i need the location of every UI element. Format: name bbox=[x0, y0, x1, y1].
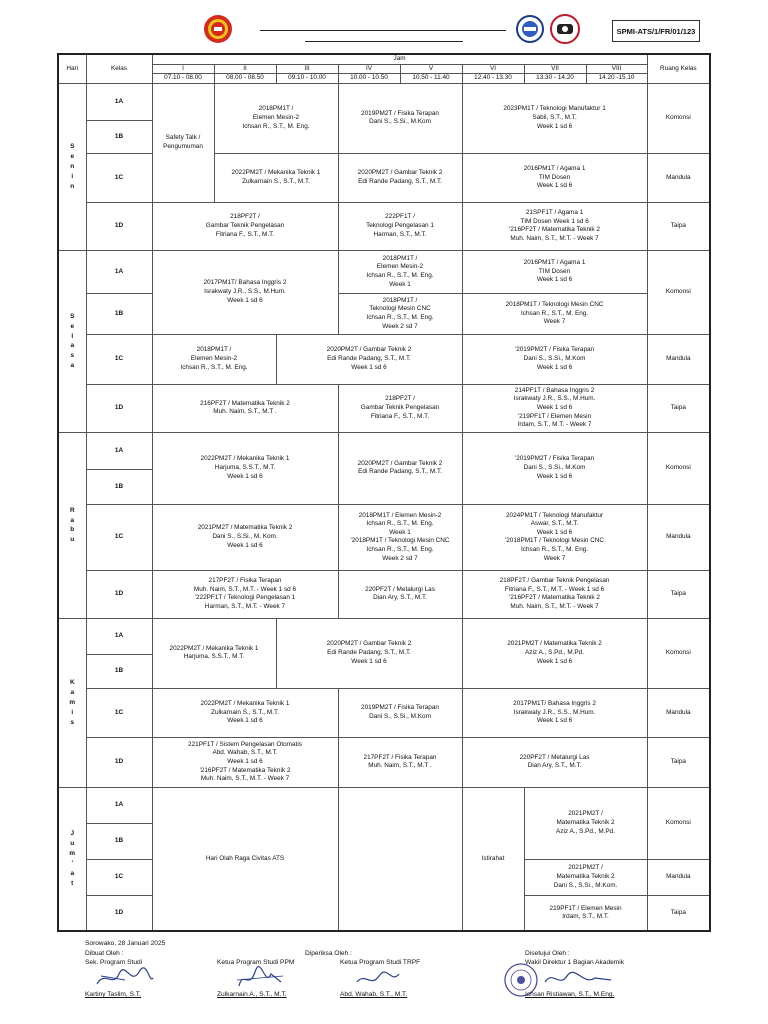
cell-line: Dian Ary, S.T., M.T. bbox=[527, 762, 582, 770]
signature-wahab bbox=[353, 966, 403, 990]
cell-line: 2018PM1T / bbox=[196, 346, 232, 354]
day-label-jumat bbox=[58, 787, 86, 931]
class-label: 1B bbox=[86, 120, 152, 153]
cell-line: Muh. Naim, S.T., M.T . bbox=[213, 408, 277, 416]
cell-line: Dian Ary, S.T., M.T. bbox=[373, 594, 427, 602]
cell-line: Ichsan R., S.T., M. Eng. bbox=[366, 520, 434, 528]
cell-line: 2024PM1T / Teknologi Manufaktur bbox=[505, 511, 604, 519]
schedule-cell bbox=[276, 618, 462, 688]
cell-line: '2019PM2T / Fisika Terapan bbox=[514, 455, 595, 463]
cell-line: Harjuma, S.S.T., M.T. bbox=[183, 653, 245, 661]
schedule-cell bbox=[338, 737, 462, 787]
class-label: 1D bbox=[86, 895, 152, 931]
cell-line: '2019PM2T / Fisika Terapan bbox=[514, 346, 595, 354]
cell-line: Muh. Naim, S.T., M.T . bbox=[368, 762, 432, 770]
cell-line: 2021PM2T / Matematika Teknik 2 bbox=[197, 524, 293, 532]
signature-footer bbox=[85, 940, 705, 1020]
cell-line: Week 1 sd 6 bbox=[536, 657, 573, 665]
cell-line: Gambar Teknik Pengelasan bbox=[360, 404, 440, 412]
schedule-cell bbox=[462, 334, 647, 384]
class-label: 1C bbox=[86, 504, 152, 570]
class-label: 1B bbox=[86, 823, 152, 859]
time-header: 07.10 - 08.00 bbox=[152, 74, 214, 84]
schedule-cell bbox=[338, 202, 462, 250]
room-cell: Mandula bbox=[647, 153, 710, 202]
cell-line: Pengumuman bbox=[163, 142, 203, 150]
cell-line: Irdam, S.T., M.T. - Week 7 bbox=[517, 421, 592, 429]
time-header: 10.50 - 11.40 bbox=[400, 74, 462, 84]
cell-line: 2020PM2T / Gambar Teknik 2 bbox=[326, 640, 412, 648]
day-label-rabu bbox=[58, 432, 86, 618]
cell-line: Week 1 sd 6 bbox=[227, 758, 263, 766]
time-header: 10.00 - 10.50 bbox=[338, 74, 400, 84]
header-kelas: Kelas bbox=[86, 54, 152, 83]
cell-line: Israkwaty J.R., S.S., M.Hum. bbox=[204, 288, 286, 296]
cell-line: 220PF2T / Metalurgi Las bbox=[519, 753, 590, 761]
day-letter: ' bbox=[71, 860, 74, 868]
room-cell: Komonsi bbox=[647, 787, 710, 859]
day-letter: s bbox=[70, 718, 75, 726]
cell-line: 217PF2T / Fisika Terapan bbox=[208, 577, 282, 585]
schedule-cell bbox=[462, 570, 647, 618]
schedule-cell bbox=[462, 618, 647, 688]
cell-line: Week 1 sd 6 bbox=[536, 472, 573, 480]
day-label-senin bbox=[58, 83, 86, 250]
cell-line: '216PF2T / Matematika Teknik 2 bbox=[199, 766, 291, 774]
time-header: 12.40 - 13.30 bbox=[462, 74, 524, 84]
document-number: SPMI-ATS/1/FR/01/123 bbox=[612, 20, 700, 42]
schedule-cell bbox=[462, 293, 647, 334]
schedule-cell-empty bbox=[338, 787, 462, 931]
cell-line: '216PF2T / Matematika Teknik 2 bbox=[509, 594, 600, 602]
schedule-cell bbox=[276, 334, 462, 384]
room-cell: Mandula bbox=[647, 334, 710, 384]
schedule-cell bbox=[462, 153, 647, 202]
cell-line: Elemen Mesin-2 bbox=[190, 355, 238, 363]
cell-line: Aziz A., S.Pd., M.Pd. bbox=[556, 827, 616, 835]
cell-line: Week 1 bbox=[389, 280, 411, 288]
cell-line: Week 1 sd 6 bbox=[227, 296, 263, 304]
cell-line: Week 1 bbox=[389, 528, 411, 536]
schedule-cell bbox=[462, 504, 647, 570]
cell-line: Week 1 sd 6 bbox=[351, 657, 387, 665]
cell-line: 2022PM2T / Mekanika Teknik 1 bbox=[169, 644, 259, 652]
schedule-cell bbox=[338, 83, 462, 153]
schedule-cell-olahraga: Hari Olah Raga Civitas ATS bbox=[152, 787, 338, 931]
schedule-cell bbox=[462, 83, 647, 153]
cell-line: 2019PM2T / Fisika Terapan bbox=[361, 704, 439, 712]
checked-by-name-ppm: Zulkarnain A., S.T., M.T. bbox=[217, 991, 287, 998]
schedule-cell bbox=[338, 688, 462, 737]
room-cell: Taipa bbox=[647, 570, 710, 618]
cell-line: Edi Rande Padang, S.T., M.T. bbox=[358, 177, 442, 185]
period-header: III bbox=[276, 64, 338, 74]
cell-line: Sabil, S.T., M.T. bbox=[532, 114, 577, 122]
room-cell: Mandula bbox=[647, 504, 710, 570]
signature-zulkarnain bbox=[235, 966, 285, 990]
cell-line: Week 1 sd 6 bbox=[536, 404, 573, 412]
cell-line: '2018PM1T / Teknologi Mesin CNC bbox=[350, 537, 450, 545]
title-line-2 bbox=[305, 41, 463, 42]
class-label: 1D bbox=[86, 384, 152, 432]
cell-line: Fitriana F., S.T., M.T. - Week 1 sd 6 bbox=[504, 585, 605, 593]
cell-line: 2021PM2T / bbox=[568, 864, 603, 872]
day-letter: b bbox=[70, 526, 75, 534]
cell-line: Zulkarnain S., S.T., M.T. bbox=[242, 177, 310, 185]
class-label: 1D bbox=[86, 202, 152, 250]
cell-line: Safety Talk / bbox=[165, 134, 201, 142]
cell-line: 2016PM1T / Agama 1 bbox=[523, 164, 586, 172]
day-letter: a bbox=[70, 870, 75, 878]
class-label: 1C bbox=[86, 334, 152, 384]
cell-line: Fitriana F., S.T., M.T. bbox=[370, 412, 430, 420]
day-letter: a bbox=[70, 689, 75, 697]
cell-line: Dani S., S.Si., M.Kom bbox=[523, 355, 586, 363]
schedule-cell bbox=[214, 83, 338, 153]
room-cell: Taipa bbox=[647, 737, 710, 787]
class-label: 1D bbox=[86, 570, 152, 618]
schedule-cell bbox=[152, 737, 338, 787]
cell-line: Week 1 sd 6 bbox=[227, 472, 263, 480]
cell-line: 214PF1T / Bahasa Inggris 2 bbox=[514, 386, 595, 394]
schedule-cell bbox=[462, 384, 647, 432]
period-header: IV bbox=[338, 64, 400, 74]
schedule-cell bbox=[338, 250, 462, 293]
cell-line: 2018PM1T / Teknologi Mesin CNC bbox=[505, 300, 604, 308]
schedule-cell bbox=[152, 250, 338, 334]
checked-by-role-ppm: Ketua Program Studi PPM bbox=[217, 959, 295, 966]
period-header: I bbox=[152, 64, 214, 74]
schedule-cell-istirahat: Istirahat bbox=[462, 787, 524, 931]
schedule-cell bbox=[152, 570, 338, 618]
cell-line: 2022PM2T / Mekanika Teknik 1 bbox=[200, 455, 290, 463]
cell-line: Muh. Naim, S.T., M.T. - Week 7 bbox=[510, 235, 599, 243]
cell-line: Edi Rande Padang, S.T., M.T. bbox=[358, 468, 442, 476]
schedule-table bbox=[57, 53, 711, 932]
cell-line: 2017PM1T/ Bahasa Inggris 2 bbox=[203, 279, 287, 287]
cell-line: Ichsan R., S.T., M. Eng. bbox=[366, 313, 434, 321]
cell-line: Elemen Mesin-2 bbox=[376, 263, 424, 271]
cell-line: Week 1 sd 6 bbox=[351, 363, 387, 371]
cell-line: Week 1 sd 6 bbox=[536, 528, 573, 536]
day-letter: K bbox=[69, 679, 75, 687]
made-by-role: Sek. Program Studi bbox=[85, 959, 143, 966]
cell-line: Aziz A., S.Pd., M.Pd. bbox=[525, 649, 585, 657]
cell-line: Muh. Naim, S.T., M.T. - Week 7 bbox=[510, 603, 599, 611]
cell-line: 218PF2T / bbox=[230, 213, 260, 221]
title-line-1 bbox=[260, 30, 506, 31]
approved-by-role: Wakil Direktur 1 Bagian Akademik bbox=[525, 959, 625, 966]
schedule-cell bbox=[152, 688, 338, 737]
day-letter: S bbox=[70, 312, 75, 320]
schedule-cell bbox=[152, 618, 276, 688]
period-header: VII bbox=[524, 64, 586, 74]
cell-line: 2023PM1T / Teknologi Manufaktur 1 bbox=[503, 105, 606, 113]
cell-line: 2018PM1T / bbox=[382, 254, 418, 262]
cell-line: 2018PM1T / bbox=[258, 105, 294, 113]
institution-logo bbox=[203, 14, 233, 44]
cell-line: 2022PM2T / Mekanika Teknik 1 bbox=[200, 699, 290, 707]
class-label: 1A bbox=[86, 618, 152, 654]
place-date: Sorowako, 28 Januari 2025 bbox=[85, 940, 166, 947]
time-header: 09.10 - 10.00 bbox=[276, 74, 338, 84]
cell-line: Matematika Teknik 2 bbox=[556, 819, 615, 827]
cell-line: 2016PM1T / Agama 1 bbox=[523, 258, 586, 266]
cell-line: Fitriana F., S.T., M.T. bbox=[215, 230, 275, 238]
checked-by-name-trpf: Abd. Wahab, S.T., M.T. bbox=[340, 991, 408, 998]
cell-line: Gambar Teknik Pengelasan bbox=[205, 222, 285, 230]
cell-line: Week 1 sd 6 bbox=[536, 276, 573, 284]
day-letter: n bbox=[70, 182, 75, 190]
schedule-cell bbox=[524, 859, 647, 895]
cell-line: Edi Rande Padang, S.T., M.T. bbox=[327, 355, 411, 363]
day-letter: S bbox=[70, 143, 75, 151]
schedule-cell bbox=[152, 384, 338, 432]
cell-line: Ichsan R., S.T., M. Eng. bbox=[520, 546, 589, 554]
schedule-cell bbox=[462, 688, 647, 737]
made-by-name: Kartiny Taslim, S.T. bbox=[85, 991, 141, 998]
cell-line: 216PF2T / Matematika Teknik 2 bbox=[200, 399, 290, 407]
cell-line: Harman, S.T., M.T. - Week 7 bbox=[204, 603, 286, 611]
checked-by-role-trpf: Ketua Program Studi TRPF bbox=[340, 959, 421, 966]
document-header bbox=[60, 10, 710, 48]
certification-logo bbox=[550, 14, 580, 44]
cell-line: '222PF1T / Teknologi Pengelasan 1 bbox=[194, 594, 296, 602]
cell-line: Week 2 sd 7 bbox=[382, 554, 418, 562]
cell-line: Week 1 sd 6 bbox=[536, 182, 573, 190]
schedule-cell bbox=[338, 432, 462, 504]
room-cell: Komonsi bbox=[647, 432, 710, 504]
schedule-cell bbox=[524, 895, 647, 931]
day-letter: u bbox=[70, 840, 75, 848]
schedule-cell bbox=[338, 293, 462, 334]
class-label: 1A bbox=[86, 787, 152, 823]
cell-line: '2018PM1T / Teknologi Mesin CNC bbox=[505, 537, 605, 545]
header-hari: Hari bbox=[58, 54, 86, 83]
cell-line: 221PF1T / Sistem Pengelasan Otomatis bbox=[188, 740, 302, 748]
header-jam: Jam bbox=[152, 54, 647, 64]
day-letter: R bbox=[69, 506, 75, 514]
cell-line: Teknologi Pengelasan 1 bbox=[366, 222, 434, 230]
day-letter: e bbox=[70, 153, 75, 161]
class-label: 1B bbox=[86, 469, 152, 504]
signature-ichsan bbox=[543, 968, 613, 990]
cell-line: Dani S., S.Si., M.Kom bbox=[523, 464, 586, 472]
room-cell: Taipa bbox=[647, 895, 710, 931]
header-ruang-kelas: Ruang Kelas bbox=[647, 54, 710, 83]
period-header: II bbox=[214, 64, 276, 74]
day-letter: n bbox=[70, 162, 75, 170]
cell-line: 2021PM2T / Matematika Teknik 2 bbox=[507, 640, 602, 648]
cell-line: 2020PM2T / Gambar Teknik 2 bbox=[326, 346, 412, 354]
cell-line: Harjuma, S.S.T., M.T. bbox=[214, 464, 276, 472]
cell-line: Israkwaty J.R., S.S., M.Hum. bbox=[513, 395, 596, 403]
room-cell: Mandula bbox=[647, 688, 710, 737]
day-letter: t bbox=[71, 880, 74, 888]
schedule-cell bbox=[338, 504, 462, 570]
class-label: 1A bbox=[86, 250, 152, 293]
schedule-cell bbox=[152, 202, 338, 250]
schedule-cell bbox=[152, 504, 338, 570]
checked-by-label: Diperiksa Oleh : bbox=[305, 950, 352, 957]
cell-line: Zulkarnain S., S.T., M.T. bbox=[211, 708, 279, 716]
cell-line: Matematika Teknik 2 bbox=[556, 873, 615, 881]
cell-line: Teknologi Mesin CNC bbox=[369, 305, 431, 313]
time-header: 08.00 - 08.50 bbox=[214, 74, 276, 84]
cell-line: TIM Dosen Week 1 sd 6 bbox=[520, 217, 589, 225]
room-cell: Komonsi bbox=[647, 250, 710, 334]
cell-line: 2018PM1T / Elemen Mesin-2 bbox=[358, 511, 442, 519]
cell-line: Edi Rande Padang, S.T., M.T. bbox=[327, 649, 411, 657]
class-label: 1C bbox=[86, 153, 152, 202]
cell-line: 218PF2T / bbox=[385, 395, 415, 403]
day-letter: s bbox=[70, 352, 75, 360]
approved-by-label: Disetujui Oleh : bbox=[525, 950, 570, 957]
cell-line: Muh. Naim, S.T., M.T. - Week 1 sd 6 bbox=[193, 585, 297, 593]
cell-line: 220PF2T / Metalurgi Las bbox=[365, 585, 435, 593]
cell-line: Week 1 sd 6 bbox=[227, 717, 263, 725]
cell-line: Ichsan R., S.T., M. Eng. bbox=[520, 309, 589, 317]
day-letter: l bbox=[71, 332, 74, 340]
cell-line: 2022PM2T / Mekanika Teknik 1 bbox=[231, 169, 321, 177]
cell-line: '219PF1T / Elemen Mesin bbox=[517, 412, 592, 420]
room-cell: Komonsi bbox=[647, 83, 710, 153]
day-letter: a bbox=[70, 516, 75, 524]
class-label: 1D bbox=[86, 737, 152, 787]
class-label: 1A bbox=[86, 83, 152, 120]
day-letter: J bbox=[70, 830, 75, 838]
room-cell: Taipa bbox=[647, 202, 710, 250]
day-label-kamis bbox=[58, 618, 86, 787]
day-letter: a bbox=[70, 362, 75, 370]
day-letter: a bbox=[70, 342, 75, 350]
class-label: 1C bbox=[86, 859, 152, 895]
schedule-cell-safety-talk bbox=[152, 83, 214, 202]
cell-line: 2021PM2T / bbox=[568, 810, 603, 818]
day-letter: u bbox=[70, 536, 75, 544]
cell-line: Week 7 bbox=[543, 554, 566, 562]
class-label: 1B bbox=[86, 654, 152, 688]
room-cell: Taipa bbox=[647, 384, 710, 432]
cell-line: TIM Dosen bbox=[538, 267, 571, 275]
cell-line: 2019PM2T / Fisika Terapan bbox=[361, 109, 439, 117]
cell-line: 2020PM2T / Gambar Teknik 2 bbox=[357, 459, 443, 467]
cell-line: Week 1 sd 6 bbox=[536, 122, 573, 130]
cell-line: Dani S., S.Si., M.Kom. bbox=[553, 881, 618, 889]
day-letter: e bbox=[70, 322, 75, 330]
cell-line: Harman, S.T., M.T. bbox=[373, 230, 427, 238]
cell-line: Ichsan R., S.T., M. Eng. bbox=[366, 546, 434, 554]
signature-kartiny bbox=[95, 966, 155, 990]
cell-line: Ichsan R., S.T., M. Eng. bbox=[242, 122, 310, 130]
room-cell: Komonsi bbox=[647, 618, 710, 688]
schedule-cell bbox=[462, 432, 647, 504]
cell-line: Elemen Mesin-2 bbox=[252, 114, 300, 122]
class-label: 1B bbox=[86, 293, 152, 334]
schedule-cell bbox=[338, 384, 462, 432]
cell-line: Week 7 bbox=[543, 318, 566, 326]
cell-line: Week 1 sd 6 bbox=[227, 541, 263, 549]
schedule-cell bbox=[152, 334, 276, 384]
class-label: 1C bbox=[86, 688, 152, 737]
day-label-selasa bbox=[58, 250, 86, 432]
cell-line: Muh. Naim, S.T., M.T. - Week 7 bbox=[200, 775, 290, 783]
cell-line: Ichsan R., S.T., M. Eng. bbox=[366, 271, 434, 279]
cell-line: 219PF1T / Elemen Mesin bbox=[549, 904, 622, 912]
spmi-logo bbox=[516, 15, 544, 43]
schedule-cell bbox=[462, 250, 647, 293]
day-letter: i bbox=[71, 172, 74, 180]
time-header: 14.20 -15.10 bbox=[586, 74, 647, 84]
cell-line: Abd. Wahab, S.T., M.T. bbox=[212, 749, 278, 757]
cell-line: TIM Dosen bbox=[538, 173, 571, 181]
cell-line: 218PF2T / Gambar Teknik Pengelasan bbox=[499, 577, 610, 585]
cell-line: Irdam, S.T., M.T. bbox=[562, 913, 609, 921]
day-letter: m bbox=[69, 698, 76, 706]
cell-line: Week 1 sd 6 bbox=[536, 363, 573, 371]
cell-line: 217PF2T / Fisika Terapan bbox=[363, 753, 437, 761]
schedule-cell bbox=[338, 570, 462, 618]
cell-line: Ichsan R., S.T., M. Eng. bbox=[180, 363, 248, 371]
cell-line: 21SPF1T / Agama 1 bbox=[525, 209, 584, 217]
cell-line: Week 1 sd 6 bbox=[536, 717, 573, 725]
schedule-cell bbox=[214, 153, 338, 202]
day-letter: i bbox=[71, 708, 74, 716]
schedule-cell bbox=[462, 202, 647, 250]
cell-line: '216PF2T / Matematika Teknik 2 bbox=[509, 226, 600, 234]
cell-line: Dani S., S.Si., M.Kom bbox=[369, 712, 431, 720]
schedule-cell bbox=[462, 737, 647, 787]
cell-line: Israkwaty J.R., S.S., M.Hum. bbox=[513, 708, 596, 716]
made-by-label: Dibuat Oleh : bbox=[85, 950, 124, 957]
period-header: VI bbox=[462, 64, 524, 74]
cell-line: Week 2 sd 7 bbox=[382, 322, 418, 330]
time-header: 13.30 - 14.20 bbox=[524, 74, 586, 84]
cell-line: 2018PM1T / bbox=[382, 296, 418, 304]
period-header: V bbox=[400, 64, 462, 74]
cell-line: Dani S., S.Si., M.Kom bbox=[369, 118, 431, 126]
schedule-cell bbox=[338, 153, 462, 202]
cell-line: Aswar, S.T., M.T. bbox=[530, 520, 579, 528]
schedule-cell bbox=[152, 432, 338, 504]
cell-line: 2017PM1T/ Bahasa Inggris 2 bbox=[513, 699, 596, 707]
period-header: VIII bbox=[586, 64, 647, 74]
cell-line: 222PF1T / bbox=[385, 213, 415, 221]
schedule-cell bbox=[524, 787, 647, 859]
class-label: 1A bbox=[86, 432, 152, 469]
day-letter: m bbox=[69, 850, 76, 858]
cell-line: 2020PM2T / Gambar Teknik 2 bbox=[357, 169, 443, 177]
approved-by-name: Ichsan Ristiawan, S.T., M.Eng. bbox=[525, 991, 615, 998]
cell-line: Dani S., S.Si., M. Kom. bbox=[212, 533, 278, 541]
room-cell: Mandula bbox=[647, 859, 710, 895]
